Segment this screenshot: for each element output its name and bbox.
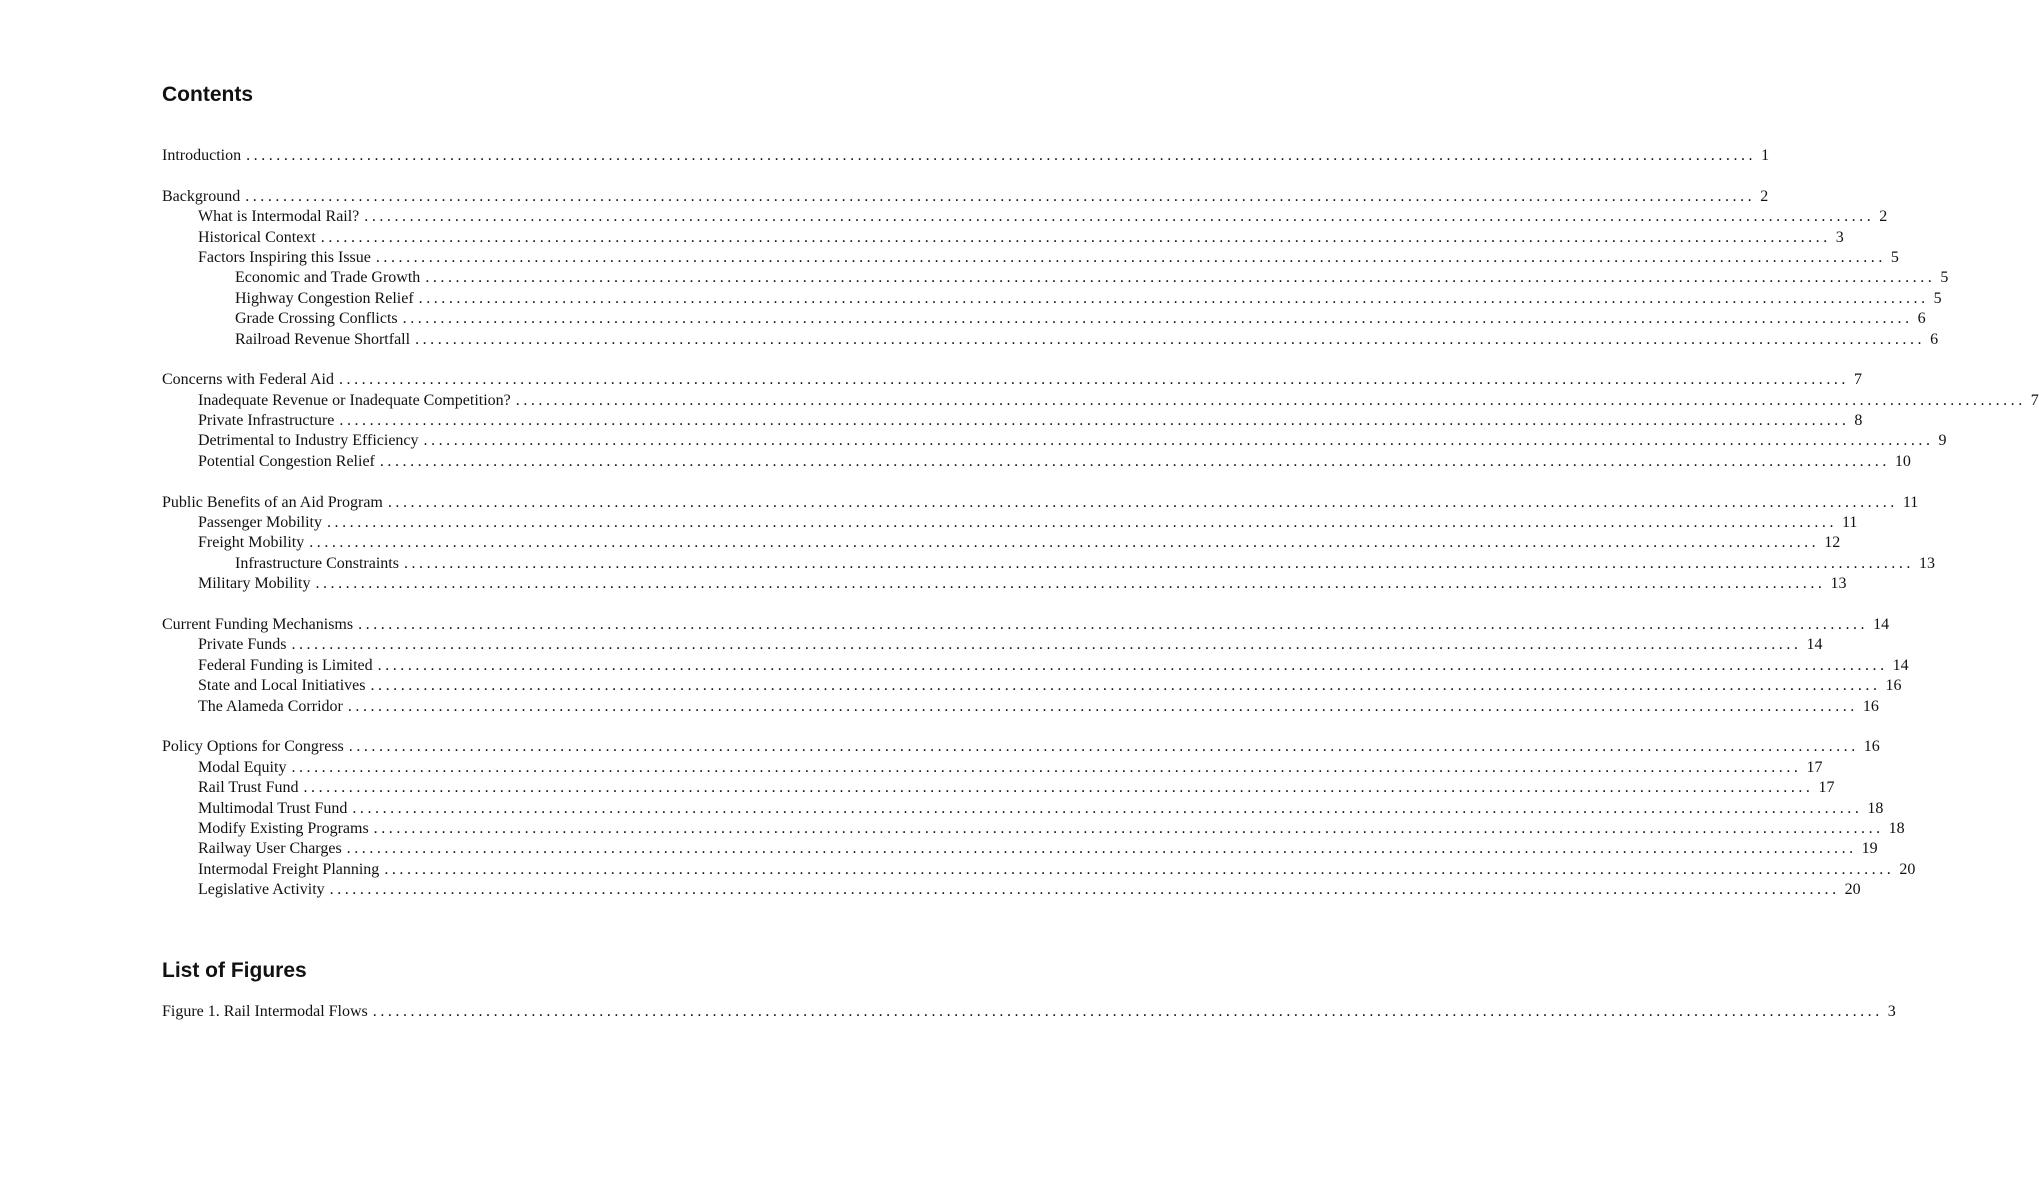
toc-entry-page-number: 1 xyxy=(1761,147,1770,164)
dot-leader: ........................................................................................................................................................................................................ xyxy=(348,738,1859,756)
toc-entry-label: Economic and Trade Growth xyxy=(235,269,421,287)
toc-entry-label: State and Local Initiatives xyxy=(198,677,366,695)
dot-leader: ........................................................................................................................................................................................................ xyxy=(415,330,1926,348)
toc-entry[interactable] xyxy=(162,452,1911,472)
dot-leader: ........................................................................................................................................................................................................ xyxy=(358,615,1869,633)
dot-leader: ........................................................................................................................................................................................................ xyxy=(329,881,1840,899)
toc-entry-label: Legislative Activity xyxy=(198,881,325,899)
dot-leader: ........................................................................................................................................................................................................ xyxy=(370,677,1881,695)
dot-leader: ........................................................................................................................................................................................................ xyxy=(515,391,2026,409)
toc-group xyxy=(162,615,1909,717)
toc-entry[interactable] xyxy=(162,860,1916,880)
toc-entry-page-number: 16 xyxy=(1885,677,1902,695)
toc-entry[interactable] xyxy=(162,513,1858,533)
toc-entry[interactable] xyxy=(162,533,1841,553)
toc-entry-page-number: 16 xyxy=(1862,697,1879,715)
toc-entry[interactable] xyxy=(162,248,1899,268)
toc-entry-label: Grade Crossing Conflicts xyxy=(235,310,398,328)
dot-leader: ........................................................................................................................................................................................................ xyxy=(423,432,1934,450)
dot-leader: ........................................................................................................................................................................................................ xyxy=(375,248,1886,266)
toc-entry-label: Modal Equity xyxy=(198,758,287,776)
toc-entry-label: Intermodal Freight Planning xyxy=(198,860,380,878)
toc-entry[interactable] xyxy=(162,574,1847,594)
toc-entry-page-number: 5 xyxy=(1933,289,1942,307)
toc-entry[interactable] xyxy=(162,615,1890,635)
toc-entry-label: Passenger Mobility xyxy=(198,514,322,532)
toc-entry-page-number: 13 xyxy=(1918,554,1935,572)
toc-entry-page-number: 18 xyxy=(1888,819,1905,837)
toc-entry-label: Public Benefits of an Aid Program xyxy=(162,493,383,511)
dot-leader: ........................................................................................................................................................................................................ xyxy=(245,187,1756,205)
contents-heading: Contents xyxy=(162,83,253,106)
toc-entry-label: Rail Trust Fund xyxy=(198,779,299,797)
toc-entry-label: Inadequate Revenue or Inadequate Competition? xyxy=(198,391,511,409)
toc-entry-label: Policy Options for Congress xyxy=(162,738,344,756)
toc-entry-page-number: 14 xyxy=(1806,636,1823,654)
dot-leader: ........................................................................................................................................................................................................ xyxy=(372,1003,1883,1020)
dot-leader: ........................................................................................................................................................................................................ xyxy=(347,697,1858,715)
dot-leader: ........................................................................................................................................................................................................ xyxy=(320,228,1831,246)
toc-entry-label: Military Mobility xyxy=(198,575,311,593)
toc-entry[interactable] xyxy=(162,839,1878,859)
toc-entry-label: Historical Context xyxy=(198,228,316,246)
dot-leader: ........................................................................................................................................................................................................ xyxy=(377,656,1888,674)
toc-entry-page-number: 19 xyxy=(1861,840,1878,858)
dot-leader: ........................................................................................................................................................................................................ xyxy=(338,371,1849,389)
toc-entry-page-number: 3 xyxy=(1887,1003,1896,1020)
dot-leader: ........................................................................................................................................................................................................ xyxy=(364,208,1875,226)
toc-entry[interactable] xyxy=(162,697,1879,717)
toc-entry[interactable] xyxy=(162,676,1902,696)
table-of-contents xyxy=(162,146,2039,900)
toc-entry-label: The Alameda Corridor xyxy=(198,697,343,715)
dot-leader: ........................................................................................................................................................................................................ xyxy=(246,147,1757,164)
toc-group xyxy=(162,146,1770,166)
toc-entry[interactable] xyxy=(162,758,1823,778)
toc-entry-page-number: 16 xyxy=(1863,738,1880,756)
toc-group xyxy=(162,493,1935,595)
toc-entry-label: Concerns with Federal Aid xyxy=(162,371,334,389)
list-of-figures xyxy=(162,1002,1896,1022)
list-of-figures-heading: List of Figures xyxy=(162,959,307,982)
toc-entry[interactable] xyxy=(162,635,1823,655)
toc-entry-page-number: 14 xyxy=(1892,656,1909,674)
toc-entry-label: Multimodal Trust Fund xyxy=(198,799,348,817)
toc-entry-page-number: 8 xyxy=(1854,412,1863,430)
toc-entry[interactable] xyxy=(162,207,1888,227)
toc-entry-page-number: 14 xyxy=(1873,615,1890,633)
toc-entry[interactable] xyxy=(162,309,1926,329)
toc-group xyxy=(162,737,1916,900)
dot-leader: ........................................................................................................................................................................................................ xyxy=(403,554,1914,572)
toc-entry-page-number: 11 xyxy=(1842,514,1858,532)
toc-entry-label: Background xyxy=(162,187,241,205)
toc-entry-page-number: 5 xyxy=(1940,269,1949,287)
toc-entry-label: Figure 1. Rail Intermodal Flows xyxy=(162,1003,368,1020)
toc-entry[interactable] xyxy=(162,391,2039,411)
toc-entry[interactable] xyxy=(162,656,1909,676)
toc-entry-label: Federal Funding is Limited xyxy=(198,656,373,674)
toc-entry-label: Highway Congestion Relief xyxy=(235,289,414,307)
toc-entry-page-number: 10 xyxy=(1894,452,1911,470)
toc-entry-page-number: 7 xyxy=(2030,391,2039,409)
toc-entry-page-number: 2 xyxy=(1760,187,1769,205)
toc-entry-label: Detrimental to Industry Efficiency xyxy=(198,432,419,450)
toc-entry[interactable] xyxy=(162,330,1939,350)
toc-entry-page-number: 7 xyxy=(1853,371,1862,389)
toc-entry-page-number: 17 xyxy=(1818,779,1835,797)
toc-entry-label: Railway User Charges xyxy=(198,840,342,858)
toc-group xyxy=(162,370,2039,472)
toc-entry-label: Private Infrastructure xyxy=(198,412,335,430)
dot-leader: ........................................................................................................................................................................................................ xyxy=(309,534,1820,552)
toc-group xyxy=(162,1002,1896,1022)
toc-entry-label: Current Funding Mechanisms xyxy=(162,615,354,633)
toc-entry[interactable] xyxy=(162,737,1880,757)
toc-entry-page-number: 11 xyxy=(1902,493,1919,511)
toc-entry-page-number: 2 xyxy=(1879,208,1888,226)
toc-entry[interactable] xyxy=(162,1002,1896,1022)
toc-entry-page-number: 13 xyxy=(1830,575,1847,593)
toc-entry-page-number: 5 xyxy=(1890,248,1899,266)
dot-leader: ........................................................................................................................................................................................................ xyxy=(352,799,1863,817)
dot-leader: ........................................................................................................................................................................................................ xyxy=(303,779,1814,797)
toc-entry-label: Introduction xyxy=(162,147,242,164)
toc-entry-page-number: 12 xyxy=(1824,534,1841,552)
toc-group xyxy=(162,187,1949,350)
dot-leader: ........................................................................................................................................................................................................ xyxy=(379,452,1890,470)
toc-entry-page-number: 6 xyxy=(1930,330,1939,348)
toc-entry-page-number: 20 xyxy=(1844,881,1861,899)
toc-entry-label: Private Funds xyxy=(198,636,287,654)
dot-leader: ........................................................................................................................................................................................................ xyxy=(291,758,1802,776)
toc-entry[interactable] xyxy=(162,268,1949,288)
toc-entry[interactable] xyxy=(162,431,1947,451)
toc-entry[interactable] xyxy=(162,370,1862,390)
toc-entry[interactable] xyxy=(162,289,1942,309)
toc-entry-page-number: 18 xyxy=(1867,799,1884,817)
toc-entry[interactable] xyxy=(162,778,1835,798)
toc-entry[interactable] xyxy=(162,146,1770,166)
dot-leader: ........................................................................................................................................................................................................ xyxy=(315,575,1826,593)
toc-entry-page-number: 9 xyxy=(1938,432,1947,450)
toc-entry-page-number: 20 xyxy=(1899,860,1916,878)
toc-entry-page-number: 17 xyxy=(1806,758,1823,776)
dot-leader: ........................................................................................................................................................................................................ xyxy=(327,514,1837,532)
dot-leader: ........................................................................................................................................................................................................ xyxy=(339,412,1850,430)
toc-entry[interactable] xyxy=(162,880,1861,900)
toc-entry[interactable] xyxy=(162,228,1844,248)
dot-leader: ........................................................................................................................................................................................................ xyxy=(402,310,1913,328)
toc-entry-page-number: 6 xyxy=(1917,310,1926,328)
toc-entry[interactable] xyxy=(162,799,1884,819)
dot-leader: ........................................................................................................................................................................................................ xyxy=(384,860,1895,878)
toc-entry[interactable] xyxy=(162,187,1769,207)
toc-entry-label: Factors Inspiring this Issue xyxy=(198,248,371,266)
toc-entry[interactable] xyxy=(162,554,1935,574)
toc-entry-label: Railroad Revenue Shortfall xyxy=(235,330,411,348)
toc-entry-label: Freight Mobility xyxy=(198,534,305,552)
toc-entry-label: Infrastructure Constraints xyxy=(235,554,399,572)
toc-entry[interactable] xyxy=(162,819,1905,839)
toc-entry-page-number: 3 xyxy=(1835,228,1844,246)
dot-leader: ........................................................................................................................................................................................................ xyxy=(418,289,1929,307)
toc-entry-label: Potential Congestion Relief xyxy=(198,452,375,470)
dot-leader: ........................................................................................................................................................................................................ xyxy=(373,819,1884,837)
toc-entry[interactable] xyxy=(162,411,1863,431)
dot-leader: ........................................................................................................................................................................................................ xyxy=(387,493,1898,511)
dot-leader: ........................................................................................................................................................................................................ xyxy=(346,840,1857,858)
dot-leader: ........................................................................................................................................................................................................ xyxy=(291,636,1802,654)
dot-leader: ........................................................................................................................................................................................................ xyxy=(425,269,1936,287)
toc-entry[interactable] xyxy=(162,493,1919,513)
toc-entry-label: What is Intermodal Rail? xyxy=(198,208,360,226)
toc-entry-label: Modify Existing Programs xyxy=(198,819,369,837)
